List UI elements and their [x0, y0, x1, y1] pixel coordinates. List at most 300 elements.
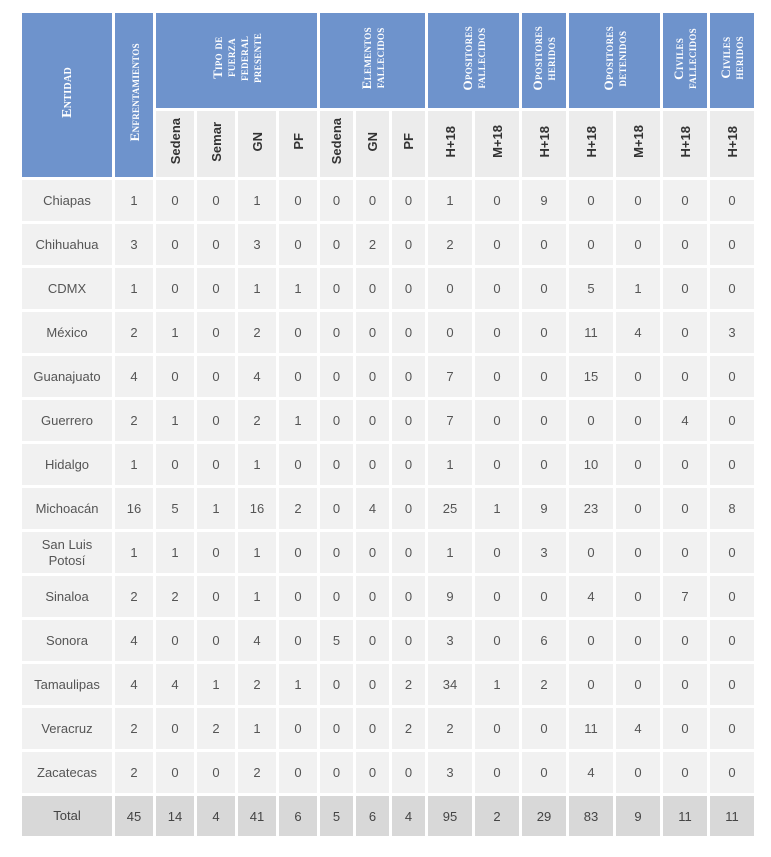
subheader-cell — [156, 111, 194, 177]
value-cell: 7 — [428, 356, 472, 397]
value-cell: 34 — [428, 664, 472, 705]
value-cell: 0 — [356, 312, 389, 353]
value-cell: 0 — [522, 576, 566, 617]
value-cell: 1 — [238, 708, 276, 749]
value-cell: 0 — [616, 180, 660, 221]
value-cell: 2 — [238, 400, 276, 441]
table-row — [22, 488, 754, 529]
value-cell: 0 — [197, 224, 235, 265]
value-cell: 0 — [522, 400, 566, 441]
value-cell: 4 — [115, 620, 153, 661]
header-civiles-heridos-label: Civiles heridos — [718, 36, 746, 80]
value-cell: 1 — [156, 400, 194, 441]
value-cell: 0 — [616, 224, 660, 265]
value-cell: 0 — [475, 312, 519, 353]
value-cell: 4 — [616, 708, 660, 749]
value-cell: 0 — [197, 312, 235, 353]
value-cell: 2 — [392, 664, 425, 705]
subheader-label: M+18 — [489, 125, 505, 158]
subheader-cell — [710, 111, 754, 177]
value-cell: 1 — [115, 268, 153, 309]
value-cell: 0 — [392, 576, 425, 617]
value-cell: 2 — [392, 708, 425, 749]
value-cell: 2 — [115, 576, 153, 617]
subheader-label: PF — [401, 133, 416, 150]
subheader-label: GN — [365, 131, 380, 152]
value-cell: 0 — [428, 312, 472, 353]
total-cell: 41 — [238, 796, 276, 836]
value-cell: 0 — [522, 356, 566, 397]
value-cell: 0 — [279, 356, 317, 397]
value-cell: 0 — [320, 400, 353, 441]
value-cell: 0 — [356, 532, 389, 573]
subheader-cell — [663, 111, 707, 177]
subheader-cell — [569, 111, 613, 177]
value-cell: 0 — [156, 180, 194, 221]
value-cell: 0 — [569, 400, 613, 441]
total-cell: 6 — [356, 796, 389, 836]
total-cell: 4 — [197, 796, 235, 836]
value-cell: 0 — [279, 224, 317, 265]
total-cell: 29 — [522, 796, 566, 836]
value-cell: 0 — [320, 488, 353, 529]
total-row — [22, 796, 754, 836]
subheader-label: H+18 — [724, 125, 740, 158]
header-elementos-fallecidos — [320, 13, 425, 108]
value-cell: 1 — [279, 268, 317, 309]
total-cell: 11 — [710, 796, 754, 836]
value-cell: 3 — [428, 620, 472, 661]
value-cell: 0 — [320, 224, 353, 265]
value-cell: 0 — [616, 356, 660, 397]
value-cell: 0 — [392, 488, 425, 529]
value-cell: 0 — [616, 488, 660, 529]
table-row — [22, 708, 754, 749]
header-civiles-fallecidos-label: Civiles fallecidos — [671, 27, 699, 89]
header-enfrentamientos — [115, 13, 153, 177]
header-opositores-fallecidos — [428, 13, 519, 108]
total-cell: 5 — [320, 796, 353, 836]
value-cell: 1 — [428, 532, 472, 573]
value-cell: 0 — [663, 268, 707, 309]
value-cell: 0 — [320, 576, 353, 617]
value-cell: 0 — [616, 664, 660, 705]
entidad-cell: San Luis Potosí — [22, 532, 112, 573]
value-cell: 4 — [238, 356, 276, 397]
value-cell: 0 — [356, 708, 389, 749]
value-cell: 6 — [522, 620, 566, 661]
total-cell: 95 — [428, 796, 472, 836]
value-cell: 2 — [156, 576, 194, 617]
value-cell: 0 — [663, 312, 707, 353]
subheader-label: H+18 — [442, 125, 458, 158]
header-opositores-heridos-label: Opositores heridos — [530, 25, 558, 91]
value-cell: 0 — [475, 576, 519, 617]
subheader-cell — [320, 111, 353, 177]
subheader-label: PF — [290, 133, 306, 150]
entidad-cell: Guerrero — [22, 400, 112, 441]
value-cell: 0 — [522, 708, 566, 749]
value-cell: 0 — [320, 444, 353, 485]
value-cell: 1 — [238, 180, 276, 221]
value-cell: 0 — [279, 708, 317, 749]
value-cell: 0 — [197, 180, 235, 221]
value-cell: 2 — [115, 400, 153, 441]
value-cell: 0 — [663, 356, 707, 397]
value-cell: 0 — [710, 708, 754, 749]
header-enfrentamientos-label: Enfrentamientos — [126, 43, 142, 142]
value-cell: 5 — [156, 488, 194, 529]
value-cell: 0 — [710, 444, 754, 485]
value-cell: 0 — [475, 620, 519, 661]
value-cell: 1 — [238, 576, 276, 617]
header-opositores-detenidos-label: Opositores detenidos — [600, 25, 629, 91]
value-cell: 2 — [356, 224, 389, 265]
subheader-cell — [475, 111, 519, 177]
value-cell: 0 — [197, 444, 235, 485]
entidad-cell: Chihuahua — [22, 224, 112, 265]
total-cell: 4 — [392, 796, 425, 836]
value-cell: 1 — [115, 532, 153, 573]
value-cell: 0 — [279, 620, 317, 661]
value-cell: 2 — [238, 664, 276, 705]
value-cell: 2 — [279, 488, 317, 529]
value-cell: 0 — [710, 224, 754, 265]
header-opositores-detenidos — [569, 13, 660, 108]
value-cell: 0 — [522, 752, 566, 793]
value-cell: 0 — [356, 752, 389, 793]
value-cell: 0 — [392, 268, 425, 309]
value-cell: 0 — [320, 268, 353, 309]
header-opositores-fallecidos-label: Opositores fallecidos — [459, 25, 488, 91]
total-cell: 6 — [279, 796, 317, 836]
value-cell: 0 — [663, 224, 707, 265]
total-cell: 11 — [663, 796, 707, 836]
entidad-cell: Veracruz — [22, 708, 112, 749]
value-cell: 0 — [356, 180, 389, 221]
total-cell: 83 — [569, 796, 613, 836]
value-cell: 0 — [197, 620, 235, 661]
value-cell: 15 — [569, 356, 613, 397]
value-cell: 1 — [197, 488, 235, 529]
subheader-cell — [522, 111, 566, 177]
value-cell: 4 — [616, 312, 660, 353]
entidad-cell: CDMX — [22, 268, 112, 309]
value-cell: 0 — [320, 664, 353, 705]
value-cell: 0 — [197, 400, 235, 441]
value-cell: 1 — [279, 664, 317, 705]
value-cell: 0 — [710, 356, 754, 397]
subheader-label: H+18 — [536, 125, 552, 158]
data-table — [19, 10, 757, 839]
subheader-cell — [616, 111, 660, 177]
value-cell: 0 — [569, 532, 613, 573]
value-cell: 0 — [279, 752, 317, 793]
value-cell: 0 — [392, 532, 425, 573]
value-cell: 0 — [356, 268, 389, 309]
value-cell: 0 — [156, 444, 194, 485]
value-cell: 0 — [569, 664, 613, 705]
value-cell: 0 — [663, 532, 707, 573]
value-cell: 3 — [710, 312, 754, 353]
table-row — [22, 752, 754, 793]
value-cell: 0 — [320, 312, 353, 353]
value-cell: 0 — [279, 576, 317, 617]
value-cell: 0 — [710, 576, 754, 617]
value-cell: 3 — [238, 224, 276, 265]
value-cell: 0 — [320, 180, 353, 221]
total-label: Total — [22, 796, 112, 836]
value-cell: 0 — [522, 312, 566, 353]
header-tipo-fuerza-label: Tipo de fuerza federal presente — [209, 33, 264, 83]
value-cell: 7 — [663, 576, 707, 617]
subheader-cell — [428, 111, 472, 177]
value-cell: 0 — [197, 752, 235, 793]
value-cell: 16 — [238, 488, 276, 529]
value-cell: 1 — [115, 180, 153, 221]
value-cell: 0 — [356, 400, 389, 441]
value-cell: 3 — [522, 532, 566, 573]
value-cell: 11 — [569, 708, 613, 749]
value-cell: 0 — [197, 576, 235, 617]
subheader-label: H+18 — [583, 125, 599, 158]
total-cell: 2 — [475, 796, 519, 836]
value-cell: 0 — [616, 444, 660, 485]
value-cell: 0 — [569, 620, 613, 661]
table-row — [22, 356, 754, 397]
value-cell: 2 — [115, 752, 153, 793]
table-body — [22, 180, 754, 836]
value-cell: 0 — [320, 708, 353, 749]
header-entidad-label: Entidad — [59, 67, 75, 118]
value-cell: 8 — [710, 488, 754, 529]
value-cell: 0 — [616, 532, 660, 573]
value-cell: 0 — [710, 752, 754, 793]
value-cell: 1 — [238, 444, 276, 485]
header-civiles-fallecidos — [663, 13, 707, 108]
value-cell: 0 — [392, 224, 425, 265]
value-cell: 0 — [663, 664, 707, 705]
value-cell: 7 — [428, 400, 472, 441]
value-cell: 11 — [569, 312, 613, 353]
subheader-label: M+18 — [630, 125, 646, 158]
value-cell: 0 — [663, 708, 707, 749]
header-elementos-fallecidos-label: Elementos fallecidos — [358, 26, 387, 90]
total-cell: 14 — [156, 796, 194, 836]
value-cell: 0 — [710, 180, 754, 221]
value-cell: 4 — [238, 620, 276, 661]
value-cell: 0 — [279, 180, 317, 221]
value-cell: 0 — [710, 532, 754, 573]
value-cell: 0 — [522, 444, 566, 485]
table-row — [22, 312, 754, 353]
total-cell: 45 — [115, 796, 153, 836]
value-cell: 1 — [238, 268, 276, 309]
subheader-cell — [279, 111, 317, 177]
value-cell: 1 — [616, 268, 660, 309]
value-cell: 0 — [475, 180, 519, 221]
value-cell: 2 — [428, 224, 472, 265]
value-cell: 16 — [115, 488, 153, 529]
value-cell: 25 — [428, 488, 472, 529]
value-cell: 1 — [115, 444, 153, 485]
value-cell: 0 — [428, 268, 472, 309]
table-row — [22, 400, 754, 441]
table-row — [22, 620, 754, 661]
value-cell: 0 — [710, 620, 754, 661]
value-cell: 1 — [156, 532, 194, 573]
value-cell: 0 — [663, 620, 707, 661]
table-row — [22, 532, 754, 573]
value-cell: 0 — [475, 224, 519, 265]
value-cell: 1 — [428, 444, 472, 485]
header-entidad — [22, 13, 112, 177]
value-cell: 0 — [156, 708, 194, 749]
value-cell: 0 — [356, 576, 389, 617]
value-cell: 2 — [428, 708, 472, 749]
value-cell: 0 — [616, 752, 660, 793]
value-cell: 0 — [392, 620, 425, 661]
value-cell: 0 — [475, 708, 519, 749]
value-cell: 0 — [475, 532, 519, 573]
value-cell: 0 — [197, 532, 235, 573]
value-cell: 0 — [320, 532, 353, 573]
value-cell: 0 — [279, 444, 317, 485]
subheader-cell — [356, 111, 389, 177]
table-row — [22, 224, 754, 265]
value-cell: 0 — [356, 356, 389, 397]
value-cell: 0 — [279, 312, 317, 353]
entidad-cell: Sinaloa — [22, 576, 112, 617]
entidad-cell: Chiapas — [22, 180, 112, 221]
value-cell: 2 — [197, 708, 235, 749]
value-cell: 1 — [238, 532, 276, 573]
table-row — [22, 180, 754, 221]
value-cell: 4 — [115, 356, 153, 397]
value-cell: 0 — [475, 400, 519, 441]
entidad-cell: México — [22, 312, 112, 353]
value-cell: 1 — [197, 664, 235, 705]
value-cell: 0 — [156, 356, 194, 397]
value-cell: 0 — [320, 752, 353, 793]
value-cell: 0 — [616, 620, 660, 661]
value-cell: 1 — [428, 180, 472, 221]
data-table-container — [19, 10, 757, 839]
value-cell: 9 — [428, 576, 472, 617]
entidad-cell: Sonora — [22, 620, 112, 661]
value-cell: 0 — [197, 268, 235, 309]
header-opositores-heridos — [522, 13, 566, 108]
value-cell: 0 — [475, 268, 519, 309]
value-cell: 0 — [320, 356, 353, 397]
value-cell: 2 — [522, 664, 566, 705]
value-cell: 0 — [392, 356, 425, 397]
value-cell: 2 — [115, 312, 153, 353]
value-cell: 0 — [663, 444, 707, 485]
value-cell: 0 — [522, 224, 566, 265]
value-cell: 1 — [475, 488, 519, 529]
value-cell: 0 — [569, 180, 613, 221]
header-civiles-heridos — [710, 13, 754, 108]
table-row — [22, 576, 754, 617]
value-cell: 0 — [279, 532, 317, 573]
value-cell: 0 — [569, 224, 613, 265]
value-cell: 0 — [156, 620, 194, 661]
value-cell: 0 — [356, 664, 389, 705]
value-cell: 0 — [663, 752, 707, 793]
value-cell: 1 — [156, 312, 194, 353]
value-cell: 2 — [238, 312, 276, 353]
value-cell: 0 — [156, 268, 194, 309]
value-cell: 0 — [156, 224, 194, 265]
value-cell: 0 — [522, 268, 566, 309]
value-cell: 4 — [663, 400, 707, 441]
subheader-label: Sedena — [329, 118, 344, 165]
value-cell: 0 — [710, 664, 754, 705]
value-cell: 5 — [320, 620, 353, 661]
value-cell: 4 — [356, 488, 389, 529]
subheader-cell — [238, 111, 276, 177]
value-cell: 23 — [569, 488, 613, 529]
header-tipo-fuerza — [156, 13, 317, 108]
value-cell: 0 — [197, 356, 235, 397]
value-cell: 0 — [475, 444, 519, 485]
value-cell: 0 — [663, 488, 707, 529]
value-cell: 2 — [115, 708, 153, 749]
value-cell: 10 — [569, 444, 613, 485]
header-row-1 — [22, 13, 754, 108]
entidad-cell: Tamaulipas — [22, 664, 112, 705]
value-cell: 0 — [356, 620, 389, 661]
table-row — [22, 444, 754, 485]
entidad-cell: Guanajuato — [22, 356, 112, 397]
value-cell: 0 — [156, 752, 194, 793]
value-cell: 0 — [663, 180, 707, 221]
value-cell: 4 — [569, 576, 613, 617]
value-cell: 0 — [475, 752, 519, 793]
value-cell: 0 — [392, 444, 425, 485]
value-cell: 0 — [392, 400, 425, 441]
value-cell: 1 — [279, 400, 317, 441]
value-cell: 3 — [428, 752, 472, 793]
table-row — [22, 664, 754, 705]
value-cell: 4 — [156, 664, 194, 705]
subheader-cell — [392, 111, 425, 177]
value-cell: 9 — [522, 180, 566, 221]
value-cell: 0 — [616, 576, 660, 617]
subheader-cell — [197, 111, 235, 177]
subheader-label: Semar — [208, 121, 224, 162]
value-cell: 0 — [392, 180, 425, 221]
entidad-cell: Hidalgo — [22, 444, 112, 485]
entidad-cell: Zacatecas — [22, 752, 112, 793]
table-row — [22, 268, 754, 309]
value-cell: 9 — [522, 488, 566, 529]
value-cell: 4 — [115, 664, 153, 705]
subheader-label: Sedena — [167, 118, 183, 165]
value-cell: 4 — [569, 752, 613, 793]
value-cell: 1 — [475, 664, 519, 705]
value-cell: 0 — [392, 752, 425, 793]
value-cell: 0 — [475, 356, 519, 397]
value-cell: 0 — [356, 444, 389, 485]
entidad-cell: Michoacán — [22, 488, 112, 529]
total-cell: 9 — [616, 796, 660, 836]
value-cell: 0 — [616, 400, 660, 441]
value-cell: 5 — [569, 268, 613, 309]
value-cell: 0 — [392, 312, 425, 353]
value-cell: 0 — [710, 268, 754, 309]
